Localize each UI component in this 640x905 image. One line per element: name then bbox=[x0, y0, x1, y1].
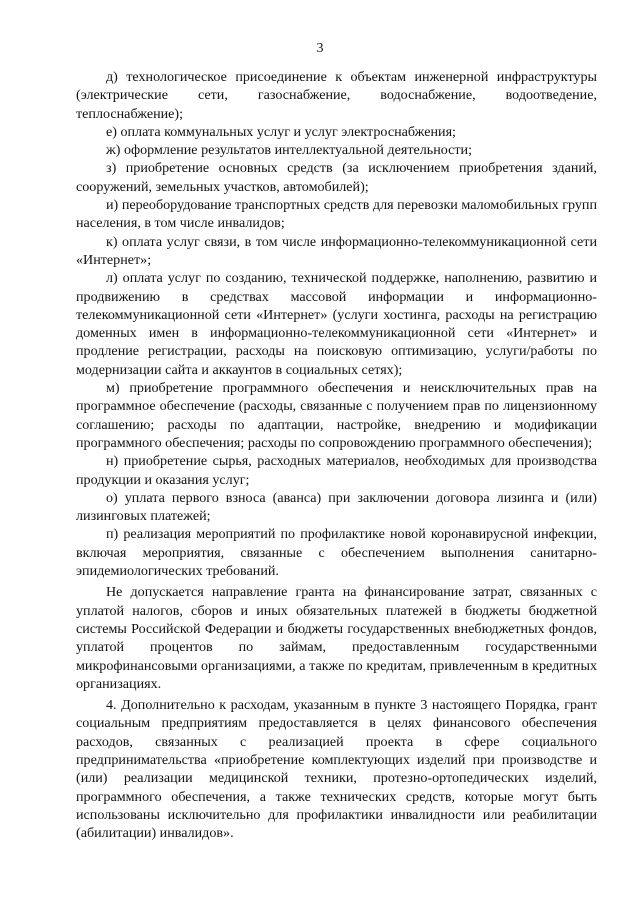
paragraph-restrictions: Не допускается направление гранта на финансирование затрат, связанных с уплатой налогов, сборов и иных обязательных платежей в бюджеты бюджетной системы Российской Федерации и бюджеты государственных внебюджетных фондов, уплатой процентов по займам, предоставленным государственными микрофинансовыми организациями, а также по кредитам, привлеченным в кредитных организациях. bbox=[76, 584, 597, 692]
paragraph-item-z: з) приобретение основных средств (за исключением приобретения зданий, сооружений, земельных участков, автомобилей); bbox=[76, 160, 597, 195]
paragraph-item-n: н) приобретение сырья, расходных материалов, необходимых для производства продукции и оказания услуг; bbox=[76, 453, 597, 488]
paragraph-item-m: м) приобретение программного обеспечения и неисключительных прав на программное обеспечение (расходы, связанные с получением прав по лицензионному соглашению; расходы по адаптации, настройке, внедрению и модификации программного обеспечения; расходы по сопровождению программного обеспечения); bbox=[76, 380, 597, 451]
paragraph-item-o: о) уплата первого взноса (аванса) при заключении договора лизинга и (или) лизинговых платежей; bbox=[76, 489, 597, 525]
paragraph-item-d: д) технологическое присоединение к объектам инженерной инфраструктуры (электрические сети, газоснабжение, водоснабжение, водоотведение, теплоснабжение); bbox=[76, 69, 597, 122]
paragraph-item-zh: ж) оформление результатов интеллектуальной деятельности; bbox=[106, 142, 473, 159]
paragraph-section-4: 4. Дополнительно к расходам, указанным в пункте 3 настоящего Порядка, грант социальным предприятиям предоставляется в целях финансового обеспечения расходов, связанных с реализацией проекта в сфере социального предпринимательства «приобретение комплектующих изделий при производстве и (или) реализации медицинской техники, протезно-ортопедических изделий, программного обеспечения, а также технических средств, которые могут быть использованы исключительно для профилактики инвалидности или реабилитации (абилитации) инвалидов». bbox=[76, 697, 597, 842]
page-number: 3 bbox=[316, 41, 324, 56]
paragraph-item-p: п) реализация мероприятий по профилактике новой коронавирусной инфекции, включая мероприятия, связанные с обеспечением выполнения санитарно-эпидемиологических требований. bbox=[76, 526, 597, 580]
paragraph-item-i: и) переоборудование транспортных средств для перевозки маломобильных групп населения, в том числе инвалидов; bbox=[76, 197, 597, 232]
paragraph-item-l: л) оплата услуг по созданию, технической поддержке, наполнению, развитию и продвижению в средствах массовой информации и информационно-телекоммуникационной сети «Интернет» (услуги хостинга, расходы на регистрацию доменных имен в информационно-телекоммуникационной сети «Интернет» и продление регистрации, расходы на поисковую оптимизацию, услуги/работы по модернизации сайта и аккаунтов в социальных сетях); bbox=[76, 270, 597, 378]
paragraph-item-e: е) оплата коммунальных услуг и услуг электроснабжения; bbox=[106, 123, 456, 140]
paragraph-item-k: к) оплата услуг связи, в том числе информационно-телекоммуникационной сети «Интернет»; bbox=[76, 233, 597, 268]
document-body bbox=[76, 68, 597, 842]
